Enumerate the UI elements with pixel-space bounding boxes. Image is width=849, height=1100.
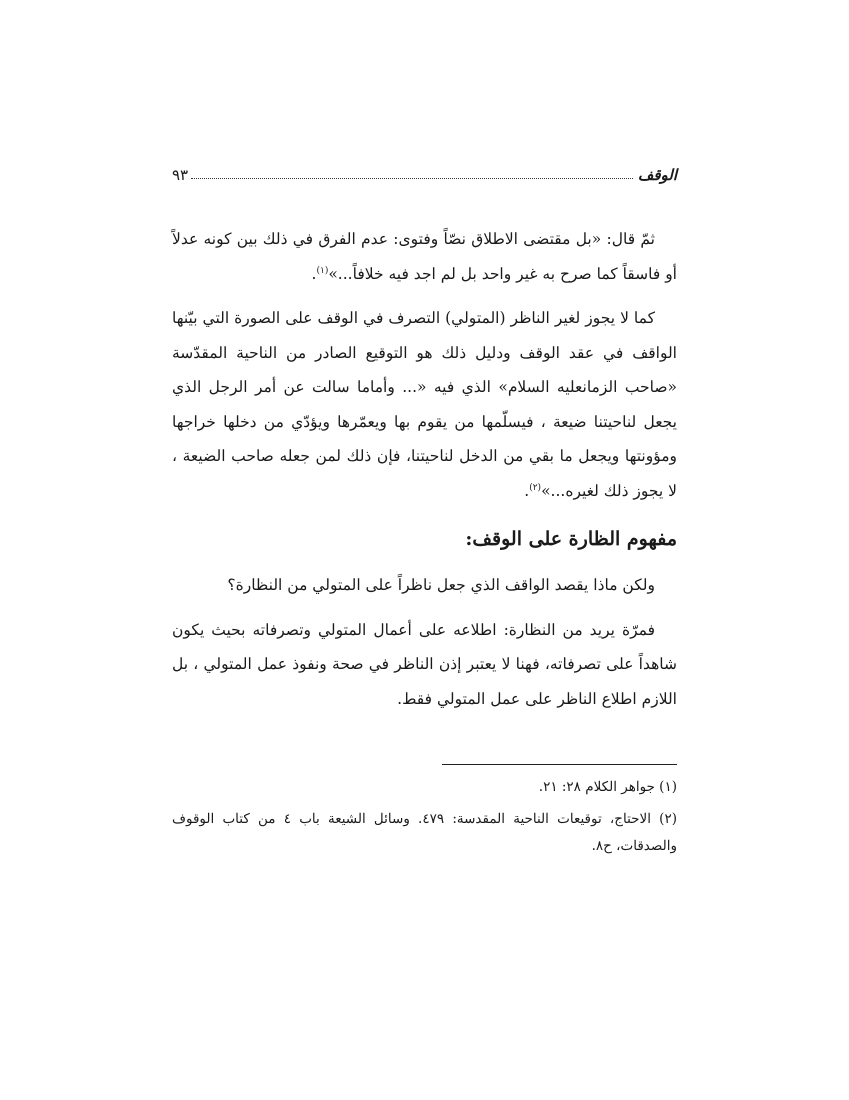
running-header (172, 158, 677, 184)
paragraph-nazara-meaning: فمرّة يريد من النظارة: اطلاعه على أعمال المتولي وتصرفاته بحيث يكون شاهداً على تصرفاته، فهنا لا يعتبر إذن الناظر في صحة ونفوذ عمل المتولي ، بل اللازم اطلاع الناظر على عمل المتولي فقط. (172, 620, 677, 708)
paragraph-non-nazir (172, 301, 677, 508)
main-text (172, 222, 677, 716)
footnote-2: (٢) الاحتاج، توقيعات الناحية المقدسة: ٤٧٩. وسائل الشيعة باب ٤ من كتاب الوقوف والصدقات، ح٨. (172, 811, 677, 854)
footnote-ref-2: (٢) (529, 482, 542, 493)
question-paragraph: ولكن ماذا يقصد الواقف الذي جعل ناظراً على المتولي من النظارة؟ (227, 576, 655, 594)
paragraph-quote-continuation (172, 222, 677, 291)
header-dot-leader (191, 178, 633, 179)
paragraph-2-end: . (524, 481, 530, 500)
paragraph-2-text: كما لا يجوز لغير الناظر (المتولي) التصرف في الوقف على الصورة التي بيّنها الواقف في عقد الوقف ودليل ذلك هو التوقيع الصادر من الناحية المقدّسة «صاحب الزمانعليه السلام» الذي فيه «... وأماما سالت عن أمر الرجل الذي يجعل لناحيتنا ضيعة ، فيسلّمها من يقوم بها ويعمّرها ويؤدّي من دخلها خراجها ومؤونتها ويجعل ما بقي من الدخل لناحيتنا، فإن ذلك لمن جعله صاحب الضيعة ، لا يجوز ذلك لغيره...» (172, 309, 677, 500)
header-title: الوقف (637, 166, 677, 184)
footnote-separator (442, 764, 677, 765)
paragraph-1-end: . (311, 264, 317, 283)
section-subheading: مفهوم الظارة على الوقف: (465, 528, 677, 550)
page-number: ٩٣ (172, 166, 189, 184)
footnote-1: (١) جواهر الكلام ٢٨: ٢١. (538, 779, 677, 795)
footnote-ref-1: (١) (316, 265, 329, 276)
footnotes (172, 774, 677, 860)
paragraph-1-text: ثمّ قال: «بل مقتضى الاطلاق نصّاً وفتوى: عدم الفرق في ذلك بين كونه عدلاً أو فاسقاً كما صرح به غير واحد بل لم اجد فيه خلافاً...» (172, 230, 677, 283)
